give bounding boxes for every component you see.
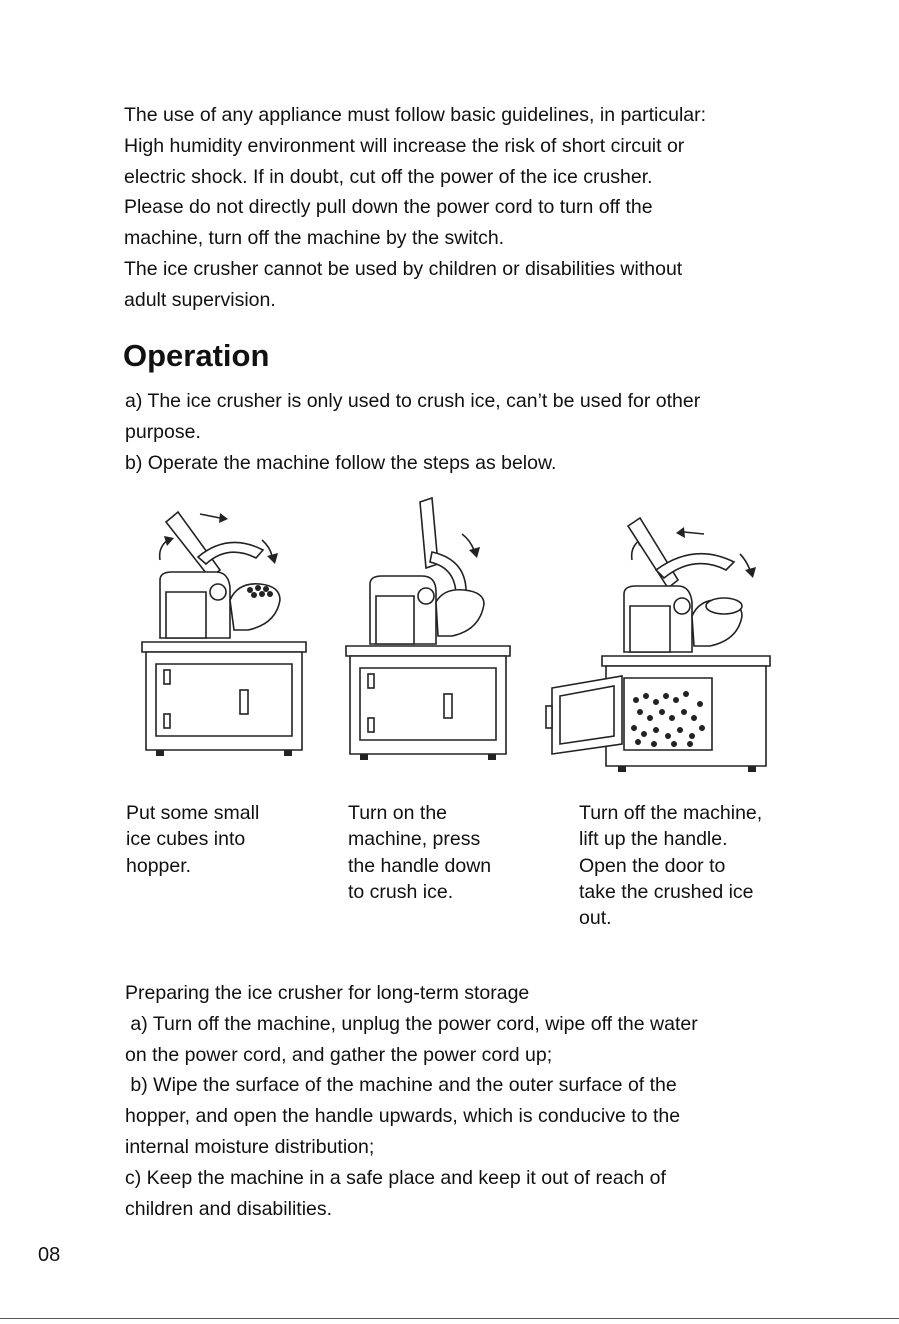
operation-line: purpose. (125, 420, 201, 443)
step-2-caption (348, 800, 548, 905)
caption-line: Turn on the (348, 802, 448, 824)
storage-line: internal moisture distribution; (125, 1135, 375, 1158)
storage-paragraph (125, 978, 805, 1224)
storage-line: on the power cord, and gather the power cord up; (125, 1043, 553, 1066)
caption-line: Put some small (126, 802, 260, 824)
caption-line: lift up the handle. (579, 828, 728, 851)
caption-line: hopper. (126, 854, 192, 877)
arrow-icon (200, 514, 220, 518)
storage-line: Preparing the ice crusher for long-term storage (125, 982, 530, 1004)
caption-line: Turn off the machine, (579, 802, 763, 824)
caption-line: machine, press (348, 828, 481, 851)
arrow-icon (740, 554, 750, 570)
intro-line: electric shock. If in doubt, cut off the power of the ice crusher. (124, 165, 653, 188)
ice-crusher-loading-image (138, 492, 313, 767)
intro-line: Please do not directly pull down the power cord to turn off the (124, 196, 653, 219)
intro-line: The ice crusher cannot be used by children or disabilities without (124, 257, 683, 280)
ice-crusher-pressing-image (340, 492, 515, 767)
intro-line: machine, turn off the machine by the switch. (124, 227, 505, 250)
caption-line: to crush ice. (348, 880, 454, 903)
step-1-illustration (138, 492, 313, 767)
caption-line: Open the door to (579, 854, 726, 877)
intro-paragraph (124, 100, 804, 316)
page-number: 08 (38, 1244, 61, 1266)
operation-list (125, 386, 805, 478)
storage-line: hopper, and open the handle upwards, which is conducive to the (125, 1105, 681, 1128)
bottom-divider (0, 1318, 899, 1319)
storage-line: children and disabilities. (125, 1197, 333, 1220)
caption-line: the handle down (348, 854, 492, 877)
operation-line: a) The ice crusher is only used to crush ice, can’t be used for other (125, 390, 701, 412)
arrow-icon (684, 532, 704, 534)
storage-line: c) Keep the machine in a safe place and keep it out of reach of (125, 1166, 666, 1189)
ice-crusher-unloading-image (544, 492, 774, 777)
section-title-operation: Operation (123, 338, 270, 373)
intro-line: High humidity environment will increase the risk of short circuit or (124, 134, 685, 157)
caption-line: out. (579, 907, 612, 930)
intro-line: The use of any appliance must follow basic guidelines, in particular: (124, 104, 707, 126)
arrow-icon (262, 540, 272, 556)
intro-line: adult supervision. (124, 288, 276, 311)
operation-line: b) Operate the machine follow the steps as below. (125, 451, 557, 474)
step-3-caption (579, 800, 794, 931)
step-1-caption (126, 800, 326, 879)
caption-line: take the crushed ice (579, 880, 754, 903)
caption-line: ice cubes into (126, 828, 246, 851)
arrow-icon (462, 534, 474, 550)
step-3-illustration (544, 492, 774, 777)
storage-line: a) Turn off the machine, unplug the power cord, wipe off the water (125, 1012, 698, 1035)
storage-line: b) Wipe the surface of the machine and the outer surface of the (125, 1074, 677, 1097)
step-2-illustration (340, 492, 515, 767)
